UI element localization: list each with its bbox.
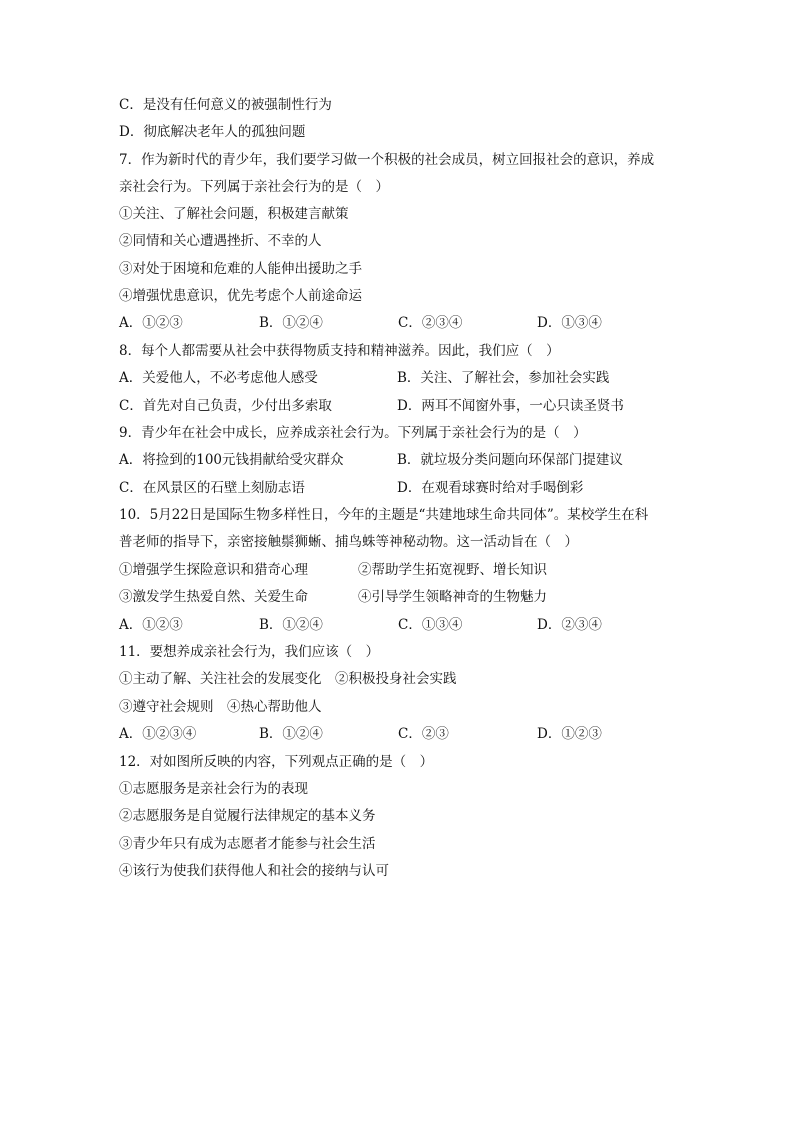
q11-statements-line-1: ①主动了解、关注社会的发展变化 ②积极投身社会实践 (119, 671, 457, 687)
q12-statement-3: ③青少年只有成为志愿者才能参与社会生活 (119, 836, 376, 852)
q9-option-a: A．将捡到的100元钱捐献给受灾群众 (119, 452, 344, 468)
q7-option-c: C．②③④ (398, 315, 463, 331)
q10-statement-1: ①增强学生探险意识和猎奇心理 (119, 562, 308, 578)
q7-stem-line-1: 7．作为新时代的青少年，我们要学习做一个积极的社会成员，树立回报社会的意识，养成 (119, 152, 655, 168)
q12-statement-2: ②志愿服务是自觉履行法律规定的基本义务 (119, 808, 376, 824)
q8-option-c: C．首先对自己负责，少付出多索取 (119, 398, 332, 414)
q10-statement-4: ④引导学生领略神奇的生物魅力 (358, 589, 547, 605)
q10-option-b: B．①②④ (259, 617, 323, 633)
q8-option-d: D．两耳不闻窗外事，一心只读圣贤书 (397, 398, 624, 414)
q10-stem-line-2: 普老师的指导下，亲密接触鬃狮蜥、捕鸟蛛等神秘动物。这一活动旨在（ ） (119, 534, 578, 550)
q10-statement-3: ③激发学生热爱自然、关爱生命 (119, 589, 308, 605)
q7-option-b: B．①②④ (259, 315, 323, 331)
q11-stem: 11．要想养成亲社会行为，我们应该（ ） (119, 644, 380, 660)
q7-option-d: D．①③④ (537, 315, 602, 331)
q10-option-c: C．①③④ (398, 617, 463, 633)
q7-stem-line-2: 亲社会行为。下列属于亲社会行为的是（ ） (119, 179, 389, 195)
q9-option-c: C．在风景区的石壁上刻励志语 (119, 480, 305, 496)
q9-option-b: B．就垃圾分类问题向环保部门提建议 (397, 452, 623, 468)
q8-option-b: B．关注、了解社会，参加社会实践 (397, 370, 610, 386)
q6-option-c: C．是没有任何意义的被强制性行为 (119, 97, 332, 113)
q7-statement-4: ④增强忧患意识，优先考虑个人前途命运 (119, 288, 362, 304)
q9-stem: 9．青少年在社会中成长，应养成亲社会行为。下列属于亲社会行为的是（ ） (119, 425, 587, 441)
q10-stem-line-1: 10．5月22日是国际生物多样性日，今年的主题是“共建地球生命共同体”。某校学生在科 (119, 507, 649, 523)
q11-option-b: B．①②④ (259, 726, 323, 742)
q11-statements-line-2: ③遵守社会规则 ④热心帮助他人 (119, 699, 322, 715)
q7-statement-3: ③对处于困境和危难的人能伸出援助之手 (119, 261, 362, 277)
q10-option-a: A．①②③ (119, 617, 183, 633)
q7-statement-1: ①关注、了解社会问题，积极建言献策 (119, 206, 349, 222)
q8-option-a: A．关爱他人，不必考虑他人感受 (119, 370, 318, 386)
q10-statement-2: ②帮助学生拓宽视野、增长知识 (358, 562, 547, 578)
q11-option-a: A．①②③④ (119, 726, 197, 742)
q7-option-a: A．①②③ (119, 315, 183, 331)
q12-statement-4: ④该行为使我们获得他人和社会的接纳与认可 (119, 863, 389, 879)
q11-option-d: D．①②③ (537, 726, 602, 742)
q7-statement-2: ②同情和关心遭遇挫折、不幸的人 (119, 233, 322, 249)
q9-option-d: D．在观看球赛时给对手喝倒彩 (397, 480, 584, 496)
q12-stem: 12．对如图所反映的内容，下列观点正确的是（ ） (119, 754, 434, 770)
q11-option-c: C．②③ (398, 726, 449, 742)
q10-option-d: D．②③④ (537, 617, 602, 633)
q12-statement-1: ①志愿服务是亲社会行为的表现 (119, 781, 308, 797)
q8-stem: 8．每个人都需要从社会中获得物质支持和精神滋养。因此，我们应（ ） (119, 343, 560, 359)
q6-option-d: D．彻底解决老年人的孤独问题 (119, 124, 306, 140)
